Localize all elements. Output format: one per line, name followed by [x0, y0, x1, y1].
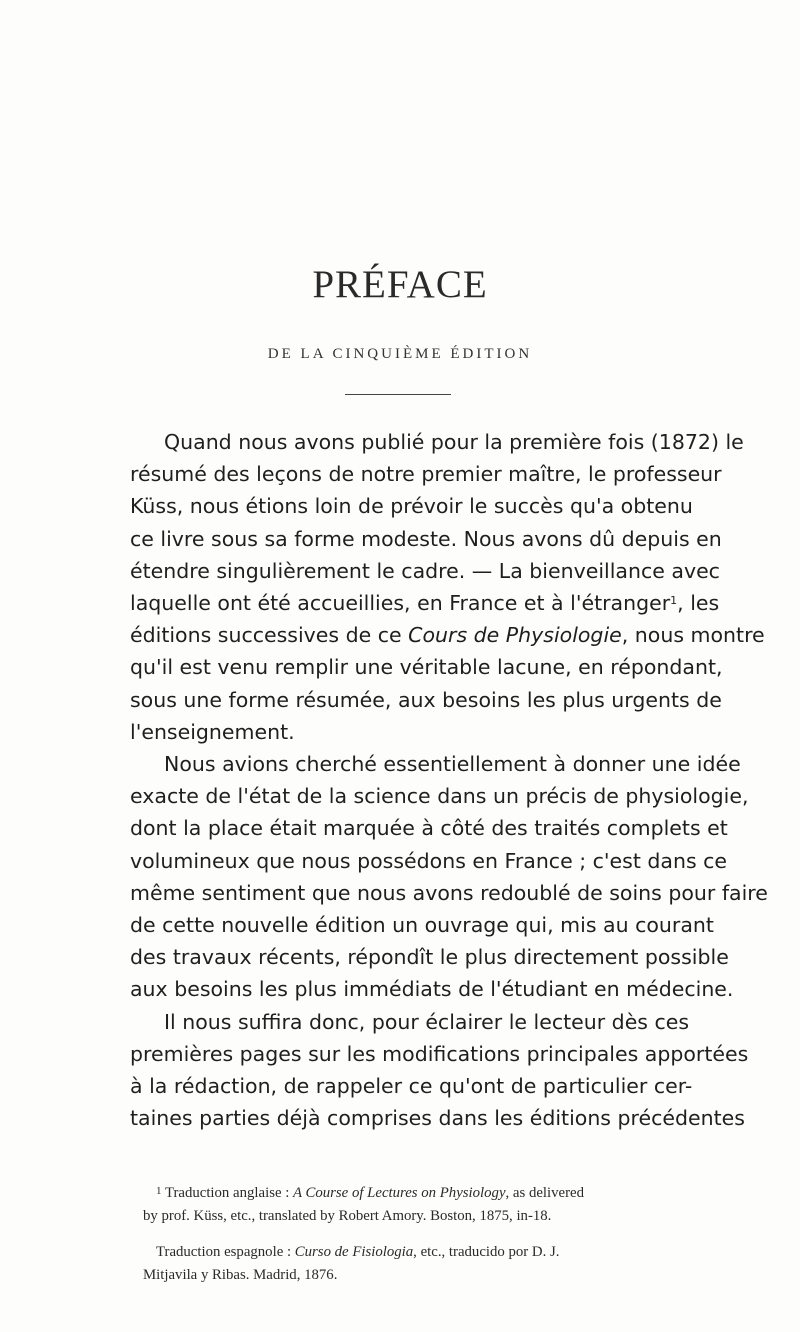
- footnote-2-line-2: Mitjavila y Ribas. Madrid, 1876.: [143, 1267, 338, 1283]
- body-line-7: [130, 619, 783, 651]
- body-line-21: à la rédaction, de rappeler ce qu'ont de particulier cer-: [130, 1074, 693, 1099]
- body-line-8: qu'il est venu remplir une véritable lacune, en répondant,: [130, 655, 723, 680]
- body-line-7-text: éditions successives de ce: [130, 623, 402, 648]
- footnote-1-prefix: Traduction anglaise :: [164, 1185, 290, 1201]
- footnote-2-title: Curso de Fisiologia: [294, 1244, 414, 1260]
- page-title: PRÉFACE: [312, 263, 488, 306]
- body-line-20: premières pages sur les modifications principales apportées: [130, 1041, 749, 1066]
- body-line-18: aux besoins les plus immédiats de l'étudiant en médecine.: [130, 977, 734, 1002]
- body-line-14: volumineux que nous possédons en France ; c'est dans ce: [130, 848, 728, 873]
- body-line-6: [130, 587, 783, 619]
- footnote-2-prefix: Traduction espagnole :: [156, 1244, 292, 1260]
- footnote-spacer: [143, 1228, 783, 1241]
- footnote-1-title: A Course of Lectures on Physiology: [293, 1185, 506, 1201]
- footnote-ref-1: 1: [670, 594, 678, 608]
- title-rule: [345, 394, 451, 395]
- footnote-1-suffix: , as delivered: [505, 1185, 584, 1201]
- body-line-6-tail: , les: [677, 591, 720, 616]
- body-line-17: des travaux récents, répondît le plus directement possible: [130, 945, 729, 970]
- body-line-3: Küss, nous étions loin de prévoir le succès qu'a obtenu: [130, 494, 693, 519]
- body-line-6-text: laquelle ont été accueillies, en France et à l'étranger: [130, 591, 671, 616]
- body-line-16: de cette nouvelle édition un ouvrage qui, mis au courant: [130, 913, 714, 938]
- footnote-2-suffix: , etc., traducido por D. J.: [413, 1244, 560, 1260]
- footnote-1-marker: 1: [156, 1185, 162, 1197]
- body-line-7-tail: , nous montre: [621, 623, 765, 648]
- footnote-1-line-1: [143, 1182, 783, 1205]
- body-line-15: même sentiment que nous avons redoublé de soins pour faire: [130, 880, 768, 905]
- preface-body: [130, 426, 783, 1134]
- body-line-1: Quand nous avons publié pour la première fois (1872) le: [164, 430, 744, 454]
- footnote-2-line-1: [143, 1241, 783, 1264]
- footnote-1-line-2: by prof. Küss, etc., translated by Robert Amory. Boston, 1875, in-18.: [143, 1208, 552, 1224]
- body-line-13: dont la place était marquée à côté des traités complets et: [130, 816, 728, 841]
- body-line-10: l'enseignement.: [130, 719, 295, 744]
- footnotes: [143, 1182, 783, 1287]
- page-subtitle: DE LA CINQUIÈME ÉDITION: [267, 346, 533, 362]
- body-line-9: sous une forme résumée, aux besoins les plus urgents de: [130, 687, 722, 712]
- body-line-19: Il nous suffira donc, pour éclairer le lecteur dès ces: [164, 1009, 690, 1034]
- book-title-italic: Cours de Physiologie: [408, 623, 622, 648]
- body-line-11: Nous avions cherché essentiellement à donner une idée: [164, 752, 741, 777]
- body-line-12: exacte de l'état de la science dans un précis de physiologie,: [130, 784, 749, 809]
- body-line-5: étendre singulièrement le cadre. — La bienveillance avec: [130, 558, 720, 583]
- body-line-2: résumé des leçons de notre premier maître, le professeur: [130, 462, 722, 487]
- body-line-4: ce livre sous sa forme modeste. Nous avons dû depuis en: [130, 526, 722, 551]
- body-line-22: taines parties déjà comprises dans les éditions précédentes: [130, 1106, 745, 1131]
